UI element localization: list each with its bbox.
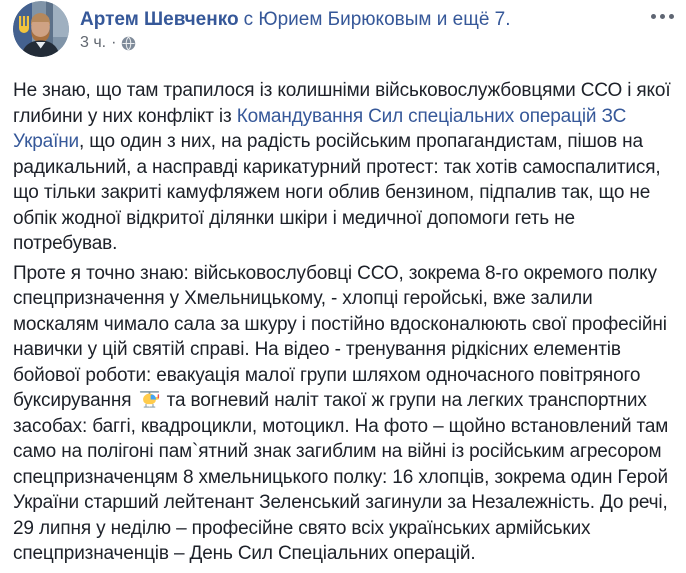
post-timestamp[interactable]: 3 ч. bbox=[80, 34, 107, 51]
tagged-friends-link[interactable]: с Юрием Бирюковым и ещё 7. bbox=[243, 9, 511, 30]
post-text: Проте я точно знаю: військовослубовці ССО, зокрема 8-го окремого полку спецпризначення у Хмельницькому, - хлопці геройські, вже залили москалям чимало сала за шкуру і постійно вдосконалюють свої професійні навички у цій святій справі. На відео - тренування рідкісних елементів бойової роботи: евакуація малої групи шляхом одночасного повітряного буксирування bbox=[13, 262, 667, 411]
post-menu-button[interactable] bbox=[647, 6, 678, 27]
post-text: та вогневий наліт такої ж групи на легких транспортних засобах: баггі, квадроцикли, мотоцикл. На фото – щойно встановлений там само на полігоні пам`ятний знак загиблим на війні із російським агресором спецпризначенцям 8 хмельницького полку: 16 хлопців, зокрема один Герой України старший лейтенант Зеленський загинули за Незалежність. До речі, 29 липня у неділю – професійне свято всіх українських армійських спецпризначенців – День Сил Спеціальних операцій. bbox=[13, 390, 669, 564]
post-text: , що один з них, на радість російським пропагандистам, пішов на радикальний, а насправді карикатурний протест: так хотів самоспалитися, що тільки закриті камуфляжем ноги облив бензином, підпалив так, що не обпік жодної відкритої ділянки шкіри і медичної допомоги геть не потребував. bbox=[13, 131, 661, 254]
post-meta bbox=[80, 34, 511, 52]
trident-emblem bbox=[19, 16, 29, 33]
privacy-globe-icon bbox=[121, 36, 136, 51]
author-name-link[interactable]: Артем Шевченко bbox=[80, 9, 239, 30]
ellipsis-icon bbox=[651, 14, 656, 19]
post-paragraph bbox=[13, 261, 674, 567]
author-avatar-photo bbox=[13, 1, 69, 57]
helicopter-emoji bbox=[137, 388, 162, 414]
author-avatar[interactable] bbox=[13, 1, 69, 57]
post-body bbox=[0, 78, 686, 567]
post-header-info bbox=[80, 1, 511, 57]
post-byline bbox=[80, 8, 511, 31]
post-paragraph bbox=[13, 78, 674, 257]
post-header bbox=[0, 0, 686, 57]
post-text: Не знаю, що там трапилося із колишніми військовослужбовцями ССО і якої глибини у них конфлікт із bbox=[13, 80, 671, 127]
meta-separator: · bbox=[111, 34, 117, 51]
page-link-sso-command[interactable]: Командування Сил спеціальних операцій ЗС України bbox=[13, 105, 627, 152]
